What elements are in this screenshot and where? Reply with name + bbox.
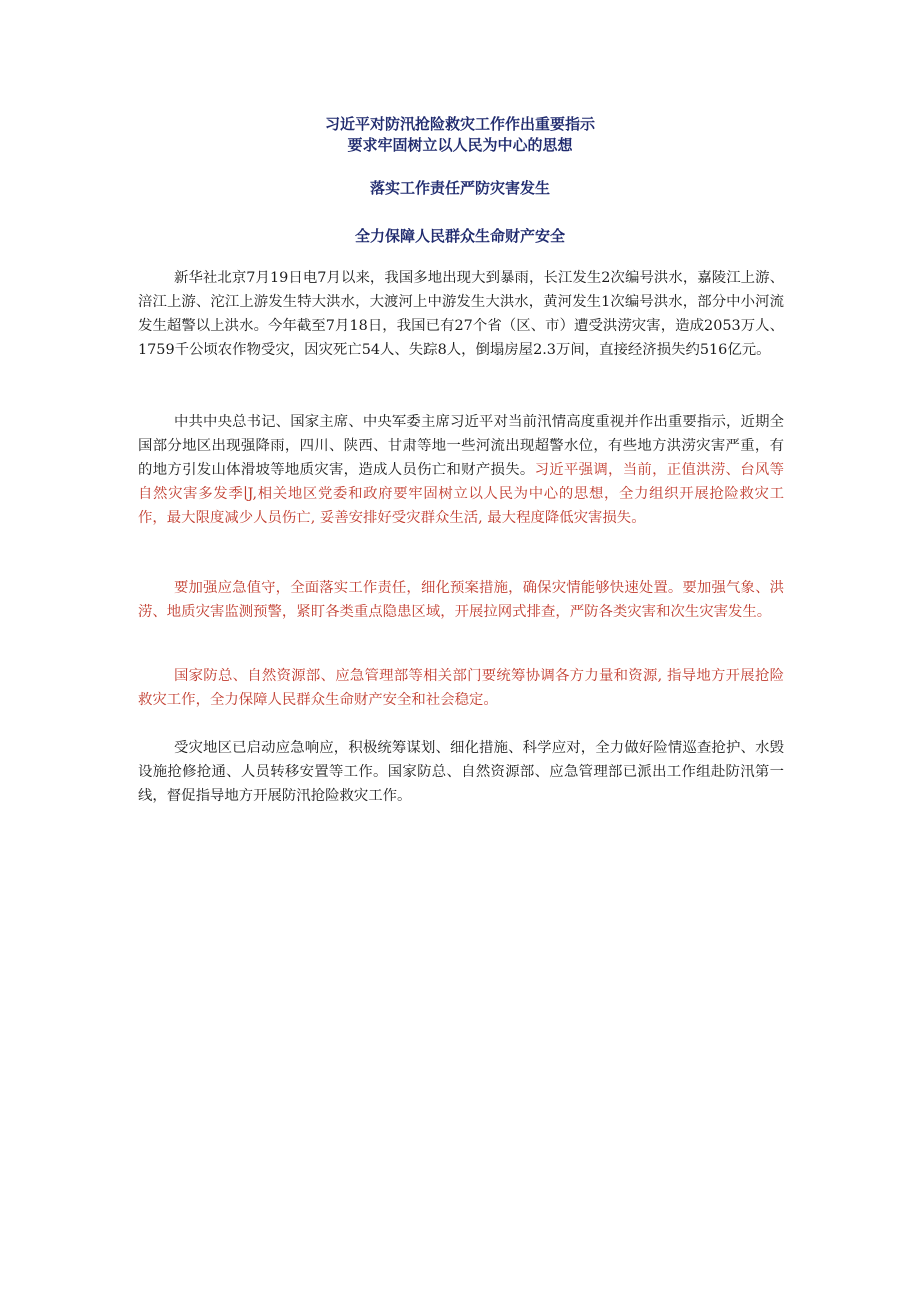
- paragraph-3-text: 要加强应急值守，全面落实工作责任，细化预案措施，确保灾情能够快速处置。要加强气象、洪涝、地质灾害监测预警，紧盯各类重点隐患区域，开展拉网式排查，严防各类灾害和次生灾害发生。: [138, 580, 784, 620]
- title-line-1: 习近平对防汛抢险救灾工作作出重要指示: [324, 115, 595, 133]
- paragraph-5-text: 受灾地区已启动应急响应，积极统筹谋划、细化措施、科学应对，全力做好险情巡查抢护、水毁设施抢修抢通、人员转移安置等工作。国家防总、自然资源部、应急管理部已派出工作组赴防汛第一线，督促指导地方开展防汛抢险救灾工作。: [138, 740, 784, 804]
- subtitle-1: 落实工作责任严防灾害发生: [369, 179, 550, 197]
- paragraph-1-text: 新华社北京7月19日电7月以来，我国多地出现大到暴雨，长江发生2次编号洪水，嘉陵江上游、涪江上游、沱江上游发生特大洪水，大渡河上中游发生大洪水，黄河发生1次编号洪水，部分中小河流发生超警以上洪水。今年截至7月18日，我国已有27个省（区、市）遭受洪涝灾害，造成2053万人、1759千公顷农作物受灾，因灾死亡54人、失踪8人，倒塌房屋2.3万间，直接经济损失约516亿元。: [138, 270, 784, 358]
- paragraph-4-text: 国家防总、自然资源部、应急管理部等相关部门要统筹协调各方力量和资源, 指导地方开展抢险救灾工作，全力保障人民群众生命财产安全和社会稳定。: [138, 668, 784, 708]
- paragraph-5: [138, 736, 784, 808]
- paragraph-3: [138, 576, 784, 624]
- main-title: [0, 114, 920, 156]
- paragraph-2: [138, 410, 784, 530]
- paragraph-4: [138, 664, 784, 712]
- title-line-2: 要求牢固树立以人民为中心的思想: [347, 136, 573, 154]
- paragraph-2-text: [138, 410, 784, 530]
- paragraph-1: [138, 266, 784, 362]
- paragraph-2-red: 习近平强调，当前，正值洪涝、台风等自然灾害多发季∣J,相关地区党委和政府要牢固树立以人民为中心的思想，全力组织开展抢险救灾工作，最大限度减少人员伤亡, 妥善安排好受灾群众生活, 最大程度降低灾害损失。: [138, 462, 784, 526]
- paragraph-2-black: 中共中央总书记、国家主席、中央军委主席习近平对当前汛情高度重视并作出重要指示，近期全国部分地区出现强降雨，四川、陕西、甘肃等地一些河流出现超警水位，有些地方洪涝灾害严重，有的地方引发山体滑坡等地质灾害，造成人员伤亡和财产损失。: [138, 414, 784, 478]
- subtitle-2: 全力保障人民群众生命财产安全: [354, 227, 565, 245]
